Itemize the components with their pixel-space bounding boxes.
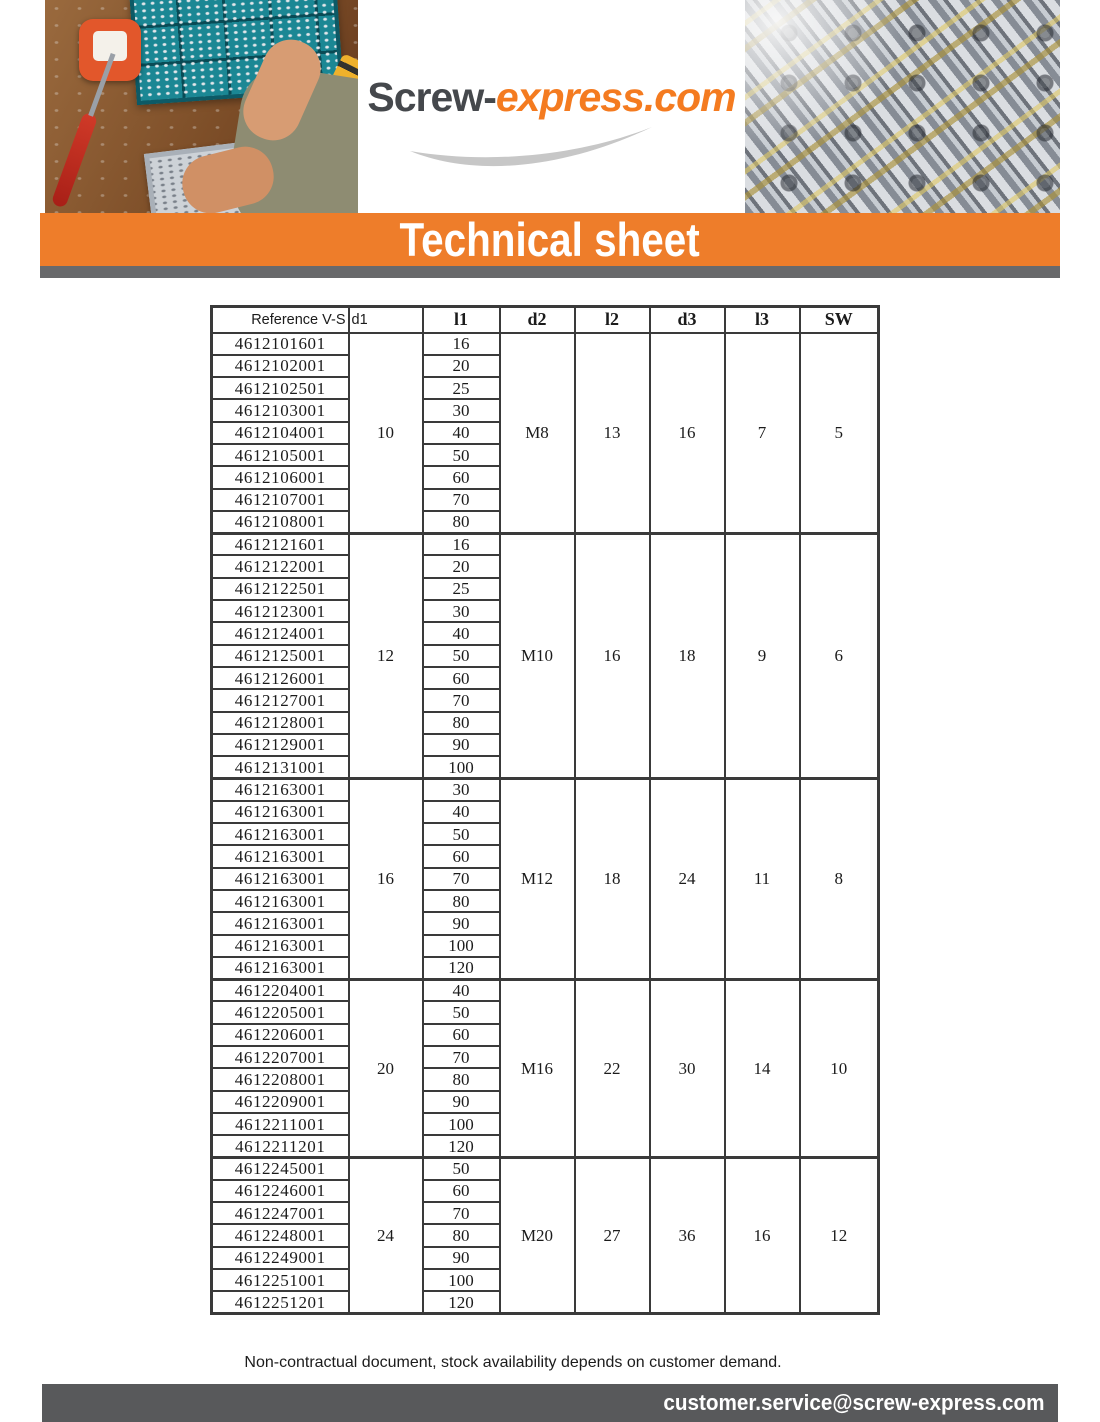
reference-cell: 4612163001: [212, 845, 349, 867]
l1-cell: 100: [423, 756, 500, 778]
d2-cell: M16: [500, 979, 575, 1157]
l1-cell: 120: [423, 1135, 500, 1157]
logo-text-express: express.com: [495, 74, 736, 120]
footer-email: customer.service@screw-express.com: [662, 1390, 1044, 1415]
reference-cell: 4612245001: [212, 1157, 349, 1179]
l1-cell: 100: [423, 1269, 500, 1291]
reference-cell: 4612163001: [212, 912, 349, 934]
reference-cell: 4612251001: [212, 1269, 349, 1291]
table-row: [212, 979, 879, 1001]
reference-cell: 4612211001: [212, 1113, 349, 1135]
l1-cell: 16: [423, 533, 500, 555]
l1-cell: 90: [423, 734, 500, 756]
d3-cell: 24: [650, 778, 725, 979]
table-row: [212, 778, 879, 800]
reference-cell: 4612163001: [212, 890, 349, 912]
l1-cell: 70: [423, 489, 500, 511]
l1-cell: 90: [423, 912, 500, 934]
page-title: Technical sheet: [399, 213, 701, 266]
l1-cell: 40: [423, 422, 500, 444]
reference-cell: 4612251201: [212, 1291, 349, 1313]
sw-cell: 8: [800, 778, 879, 979]
logo-swoosh: [406, 121, 656, 173]
logo-text-screw: Screw-: [367, 74, 496, 120]
reference-cell: 4612124001: [212, 622, 349, 644]
l1-cell: 80: [423, 1224, 500, 1246]
reference-cell: 4612126001: [212, 667, 349, 689]
column-header-d3: d3: [650, 307, 725, 333]
reference-cell: 4612122501: [212, 578, 349, 600]
l1-cell: 60: [423, 667, 500, 689]
l2-cell: 13: [575, 333, 650, 534]
reference-cell: 4612102501: [212, 377, 349, 399]
d2-cell: M12: [500, 778, 575, 979]
l1-cell: 60: [423, 1024, 500, 1046]
l1-cell: 80: [423, 712, 500, 734]
l3-cell: 11: [725, 778, 800, 979]
l1-cell: 40: [423, 979, 500, 1001]
d2-cell: M8: [500, 333, 575, 534]
reference-cell: 4612163001: [212, 935, 349, 957]
photo-highlight-shape: [745, 0, 1060, 213]
reference-cell: 4612163001: [212, 957, 349, 979]
l2-cell: 18: [575, 778, 650, 979]
d2-cell: M20: [500, 1157, 575, 1313]
reference-cell: 4612106001: [212, 466, 349, 488]
reference-cell: 4612163001: [212, 801, 349, 823]
reference-cell: 4612108001: [212, 511, 349, 533]
l1-cell: 50: [423, 444, 500, 466]
l1-cell: 60: [423, 1180, 500, 1202]
spec-table-body: [212, 333, 879, 1314]
column-header-sw: SW: [800, 307, 879, 333]
l1-cell: 40: [423, 801, 500, 823]
reference-cell: 4612127001: [212, 689, 349, 711]
reference-cell: 4612211201: [212, 1135, 349, 1157]
reference-cell: 4612209001: [212, 1091, 349, 1113]
d2-cell: M10: [500, 533, 575, 778]
column-header-l3: l3: [725, 307, 800, 333]
column-header-d1: d1: [349, 307, 423, 333]
l1-cell: 80: [423, 511, 500, 533]
l1-cell: 70: [423, 1202, 500, 1224]
reference-cell: 4612207001: [212, 1046, 349, 1068]
l2-cell: 22: [575, 979, 650, 1157]
d1-cell: 16: [349, 778, 423, 979]
l1-cell: 20: [423, 555, 500, 577]
l1-cell: 60: [423, 466, 500, 488]
reference-cell: 4612121601: [212, 533, 349, 555]
table-row: [212, 1157, 879, 1179]
reference-cell: 4612123001: [212, 600, 349, 622]
l1-cell: 50: [423, 1157, 500, 1179]
l1-cell: 100: [423, 1113, 500, 1135]
screws-pile-photo: [745, 0, 1060, 213]
l3-cell: 16: [725, 1157, 800, 1313]
reference-cell: 4612163001: [212, 823, 349, 845]
reference-cell: 4612104001: [212, 422, 349, 444]
sw-cell: 12: [800, 1157, 879, 1313]
d1-cell: 20: [349, 979, 423, 1157]
reference-cell: 4612102001: [212, 355, 349, 377]
banner-divider: [40, 266, 1060, 278]
column-header-l2: l2: [575, 307, 650, 333]
header-row: [212, 307, 879, 333]
l1-cell: 30: [423, 778, 500, 800]
l1-cell: 16: [423, 333, 500, 355]
l1-cell: 100: [423, 935, 500, 957]
l3-cell: 7: [725, 333, 800, 534]
sw-cell: 6: [800, 533, 879, 778]
reference-cell: 4612129001: [212, 734, 349, 756]
d1-cell: 24: [349, 1157, 423, 1313]
footer-note: Non-contractual document, stock availability depends on customer demand.: [244, 1354, 782, 1371]
column-header-d2: d2: [500, 307, 575, 333]
l1-cell: 70: [423, 689, 500, 711]
column-header-reference-v-s: Reference V-S: [212, 307, 349, 333]
reference-cell: 4612103001: [212, 399, 349, 421]
reference-cell: 4612205001: [212, 1001, 349, 1023]
l1-cell: 90: [423, 1247, 500, 1269]
l1-cell: 25: [423, 578, 500, 600]
reference-cell: 4612105001: [212, 444, 349, 466]
l1-cell: 120: [423, 1291, 500, 1313]
reference-cell: 4612247001: [212, 1202, 349, 1224]
workbench-photo: [45, 0, 358, 213]
l2-cell: 27: [575, 1157, 650, 1313]
reference-cell: 4612248001: [212, 1224, 349, 1246]
spec-table-head: [212, 307, 879, 333]
l1-cell: 80: [423, 890, 500, 912]
reference-cell: 4612163001: [212, 868, 349, 890]
l1-cell: 25: [423, 377, 500, 399]
reference-cell: 4612204001: [212, 979, 349, 1001]
tape-measure-shape: [79, 19, 141, 81]
d3-cell: 16: [650, 333, 725, 534]
l1-cell: 30: [423, 600, 500, 622]
d3-cell: 18: [650, 533, 725, 778]
reference-cell: 4612163001: [212, 778, 349, 800]
technical-sheet-banner: [40, 213, 1060, 266]
spec-table: [210, 305, 880, 1315]
reference-cell: 4612131001: [212, 756, 349, 778]
reference-cell: 4612249001: [212, 1247, 349, 1269]
reference-cell: 4612107001: [212, 489, 349, 511]
l1-cell: 80: [423, 1068, 500, 1090]
l1-cell: 70: [423, 1046, 500, 1068]
footer-bar: [42, 1384, 1058, 1422]
d3-cell: 30: [650, 979, 725, 1157]
reference-cell: 4612125001: [212, 645, 349, 667]
l3-cell: 9: [725, 533, 800, 778]
screw-express-logo: [358, 0, 745, 213]
l1-cell: 20: [423, 355, 500, 377]
sw-cell: 5: [800, 333, 879, 534]
reference-cell: 4612208001: [212, 1068, 349, 1090]
l1-cell: 30: [423, 399, 500, 421]
l1-cell: 50: [423, 1001, 500, 1023]
l1-cell: 50: [423, 645, 500, 667]
column-header-l1: l1: [423, 307, 500, 333]
table-row: [212, 533, 879, 555]
reference-cell: 4612101601: [212, 333, 349, 355]
reference-cell: 4612128001: [212, 712, 349, 734]
reference-cell: 4612122001: [212, 555, 349, 577]
table-row: [212, 333, 879, 355]
l1-cell: 50: [423, 823, 500, 845]
l1-cell: 70: [423, 868, 500, 890]
l1-cell: 40: [423, 622, 500, 644]
reference-cell: 4612246001: [212, 1180, 349, 1202]
d1-cell: 10: [349, 333, 423, 534]
sw-cell: 10: [800, 979, 879, 1157]
l1-cell: 60: [423, 845, 500, 867]
d3-cell: 36: [650, 1157, 725, 1313]
logo-text: [358, 74, 745, 121]
l3-cell: 14: [725, 979, 800, 1157]
d1-cell: 12: [349, 533, 423, 778]
reference-cell: 4612206001: [212, 1024, 349, 1046]
l1-cell: 120: [423, 957, 500, 979]
l1-cell: 90: [423, 1091, 500, 1113]
l2-cell: 16: [575, 533, 650, 778]
